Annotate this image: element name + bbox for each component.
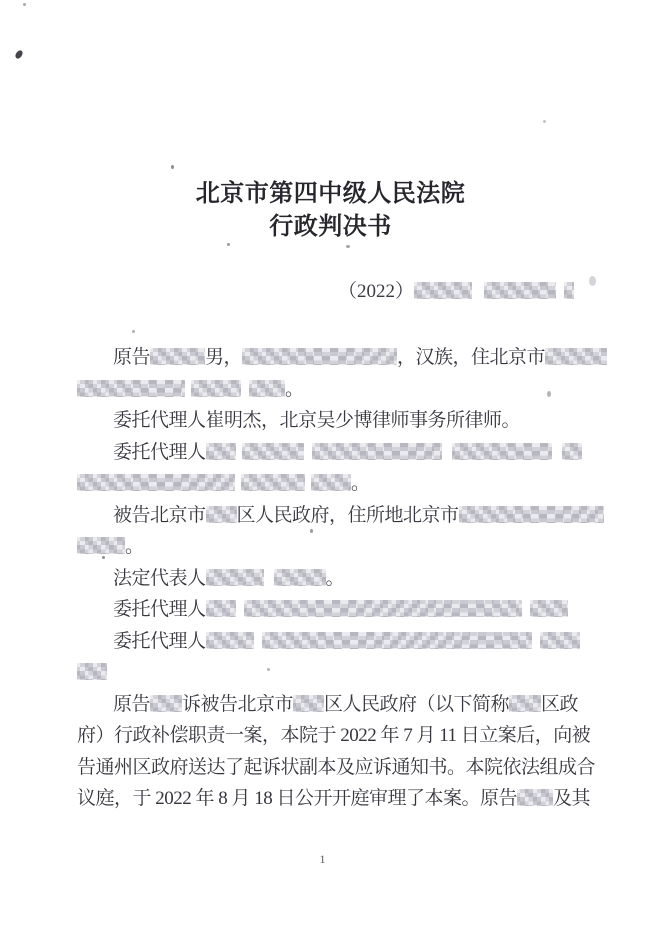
redaction-block xyxy=(242,443,304,460)
document-type: 行政判决书 xyxy=(269,214,392,240)
redaction-gap xyxy=(236,614,244,615)
body-line xyxy=(77,720,622,752)
text-run: 。 xyxy=(351,473,370,494)
redaction-block xyxy=(241,474,305,491)
redaction-gap xyxy=(442,457,452,458)
redaction-block xyxy=(206,600,236,617)
body-line xyxy=(77,374,622,406)
text-run: 原告 xyxy=(113,347,151,368)
text-run: ，汉族，住北京市 xyxy=(397,347,546,368)
body-line xyxy=(77,626,622,658)
redaction-gap xyxy=(532,646,540,647)
redaction-block xyxy=(249,380,285,397)
text-run: 告通州区政府送达了起诉状副本及应诉通知书。本院依法组成合 xyxy=(77,756,596,778)
scan-speckle xyxy=(346,245,350,248)
body-line xyxy=(77,468,622,500)
redaction-block xyxy=(459,506,604,523)
redaction-block xyxy=(206,443,236,460)
scan-speckle xyxy=(543,120,546,123)
redaction-block xyxy=(452,443,552,460)
text-run: 区人民政府（以下简称 xyxy=(324,693,510,715)
text-run: 诉被告北京市 xyxy=(182,693,294,715)
redaction-gap xyxy=(472,296,484,297)
text-run: 委托代理人崔明杰，北京吴少博律师事务所律师。 xyxy=(113,410,521,431)
body-line xyxy=(77,531,622,563)
text-run: 男， xyxy=(205,347,243,368)
redaction-block xyxy=(414,282,472,299)
redaction-block xyxy=(484,282,556,299)
redaction-block xyxy=(509,695,541,712)
redaction-block xyxy=(150,348,205,365)
body-line xyxy=(77,405,622,437)
body-line xyxy=(77,594,622,626)
redaction-gap xyxy=(522,614,530,615)
body-line xyxy=(77,657,622,689)
redaction-block xyxy=(545,348,607,365)
text-run: 委托代理人 xyxy=(113,630,206,652)
body-line xyxy=(77,342,622,374)
text-run: 。 xyxy=(325,567,345,589)
body-line xyxy=(77,437,622,469)
court-name: 北京市第四中级人民法院 xyxy=(195,181,466,207)
redaction-block xyxy=(274,569,326,586)
redaction-block xyxy=(206,506,237,523)
text-run: 被告北京市 xyxy=(113,504,206,526)
text-run: 。 xyxy=(285,378,304,400)
text-run: 委托代理人 xyxy=(113,441,206,463)
text-run: 。 xyxy=(125,536,144,557)
body-line xyxy=(77,689,622,721)
text-run: 府）行政补偿职责一案，本院于 2022 年 7 月 11 日立案后，向被 xyxy=(77,725,591,746)
scan-speckle xyxy=(589,276,596,286)
redaction-block xyxy=(191,380,241,397)
text-run: 法定代表人 xyxy=(113,567,206,589)
redaction-gap xyxy=(556,296,564,297)
redaction-block xyxy=(244,600,522,617)
redaction-block xyxy=(562,443,582,460)
scan-speckle xyxy=(132,330,135,333)
document-body xyxy=(77,342,622,815)
scan-speckle xyxy=(171,165,174,169)
text-run: 及其 xyxy=(553,788,591,809)
redaction-block xyxy=(312,443,442,460)
redaction-gap xyxy=(254,646,262,647)
redaction-block xyxy=(77,663,107,680)
text-run: 区政 xyxy=(541,693,579,715)
title-block xyxy=(0,178,661,244)
redaction-gap xyxy=(236,457,242,458)
redaction-block xyxy=(242,348,397,365)
redaction-block xyxy=(77,380,185,397)
text-run: 原告 xyxy=(113,693,151,715)
body-line xyxy=(77,783,622,815)
redaction-block xyxy=(517,789,553,806)
redaction-block xyxy=(206,569,264,586)
scan-speckle xyxy=(23,3,26,6)
text-run: 委托代理人 xyxy=(113,599,206,620)
page-number: 1 xyxy=(319,852,326,866)
body-line xyxy=(77,563,622,595)
redaction-block xyxy=(150,695,182,712)
redaction-block xyxy=(206,632,254,649)
body-line xyxy=(77,500,622,532)
case-number-line xyxy=(338,276,574,307)
text-run: （2022） xyxy=(338,281,415,302)
body-line xyxy=(77,752,622,784)
redaction-block xyxy=(77,537,125,554)
text-run: 区人民政府，住所地北京市 xyxy=(236,504,459,526)
redaction-block xyxy=(311,474,351,491)
redaction-gap xyxy=(264,583,274,584)
redaction-block xyxy=(77,474,235,491)
redaction-block xyxy=(540,632,580,649)
redaction-block xyxy=(293,695,324,712)
redaction-block xyxy=(262,632,532,649)
redaction-gap xyxy=(304,457,312,458)
redaction-gap xyxy=(241,394,249,395)
redaction-block xyxy=(564,282,574,299)
text-run: 议庭，于 2022 年 8 月 18 日公开开庭审理了本案。原告 xyxy=(77,788,518,809)
scan-speckle xyxy=(14,49,24,60)
redaction-block xyxy=(530,600,568,617)
redaction-gap xyxy=(552,457,562,458)
